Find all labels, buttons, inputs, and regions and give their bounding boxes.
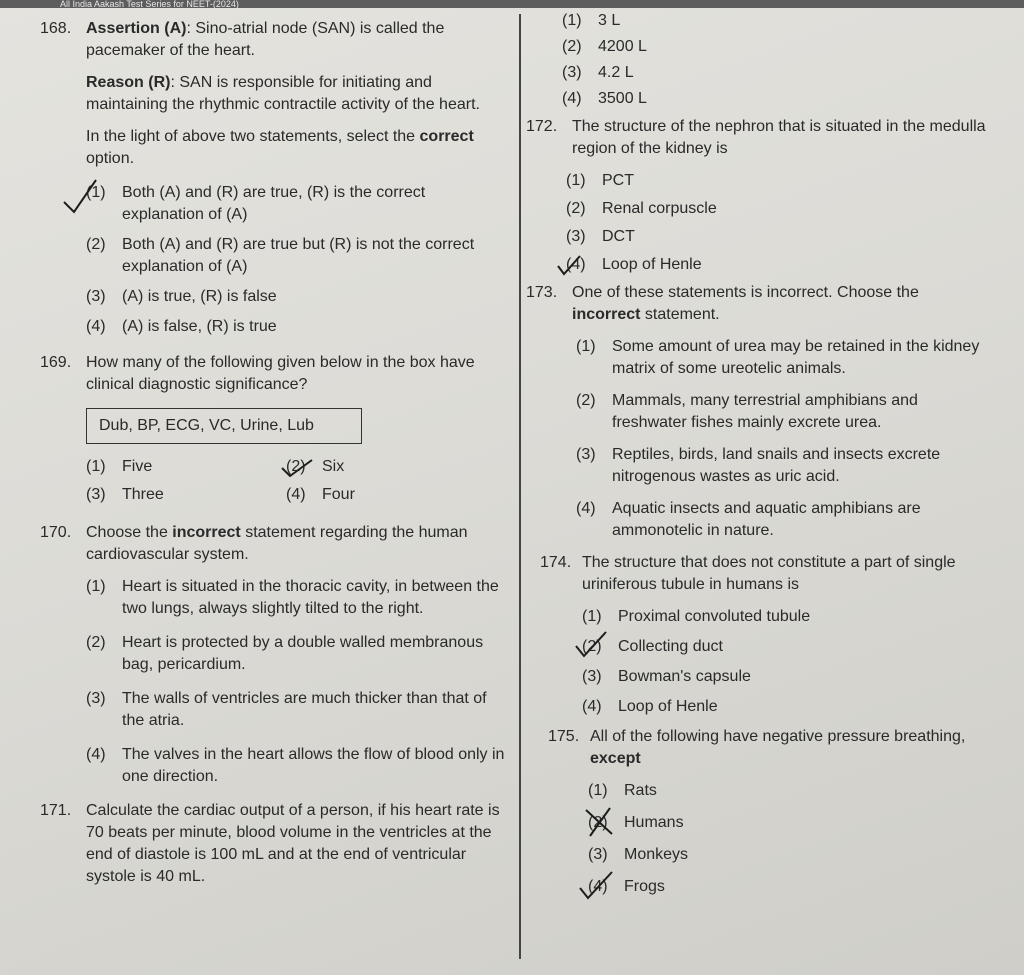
option-171-2[interactable] — [562, 36, 996, 58]
reason — [86, 72, 510, 116]
option-text: Frogs — [624, 878, 665, 895]
question-text-end: statement. — [640, 306, 720, 323]
assertion-text: : Sino-atrial node (SAN) is called the pacemaker of the heart. — [86, 20, 445, 59]
option-text: Proximal convoluted tubule — [618, 608, 811, 625]
question-170 — [40, 522, 510, 566]
question-number: 171. — [40, 802, 72, 819]
option-175-1[interactable] — [588, 780, 996, 802]
option-173-1[interactable] — [576, 336, 996, 380]
option-number: (2) — [86, 236, 106, 253]
question-text: The structure of the nephron that is situated in the medulla region of the kidney is — [572, 118, 986, 157]
option-168-4[interactable] — [86, 316, 510, 338]
option-170-4[interactable] — [86, 744, 510, 788]
options-171 — [562, 10, 996, 110]
option-168-2[interactable] — [86, 234, 510, 278]
question-175 — [526, 726, 996, 770]
option-number: (4) — [582, 698, 602, 715]
option-172-1[interactable] — [566, 170, 996, 192]
option-text: Bowman's capsule — [618, 668, 751, 685]
option-text: 3500 L — [598, 90, 647, 107]
option-number: (4) — [86, 746, 106, 763]
option-number: (4) — [576, 500, 596, 517]
option-text: DCT — [602, 228, 635, 245]
instruction-text: In the light of above two statements, select the — [86, 128, 420, 145]
option-175-3[interactable] — [588, 844, 996, 866]
option-171-1[interactable] — [562, 10, 996, 32]
option-text: The walls of ventricles are much thicker than that of the atria. — [122, 690, 487, 729]
option-169-3[interactable] — [86, 484, 286, 506]
options-174 — [582, 606, 996, 718]
option-169-1[interactable] — [86, 456, 286, 478]
option-number: (3) — [588, 846, 608, 863]
options-173 — [576, 336, 996, 542]
option-text: Heart is situated in the thoracic cavity, in between the two lungs, always slightly tilted to the right. — [122, 578, 499, 617]
option-text: Collecting duct — [618, 638, 723, 655]
items-box: Dub, BP, ECG, VC, Urine, Lub — [86, 408, 362, 444]
question-text: Calculate the cardiac output of a person, if his heart rate is 70 beats per minute, blood volume in the ventricles at the end of diastole is 100 mL and at the end of ventricular systole is 40 mL. — [86, 802, 500, 885]
instruction — [86, 126, 510, 170]
option-number: (1) — [86, 578, 106, 595]
assertion-label: Assertion (A) — [86, 20, 187, 37]
option-text: Humans — [624, 814, 684, 831]
option-174-1[interactable] — [582, 606, 996, 628]
question-bold: incorrect — [572, 306, 641, 323]
right-column — [526, 10, 996, 908]
option-172-3[interactable] — [566, 226, 996, 248]
option-170-3[interactable] — [86, 688, 510, 732]
option-text: 4.2 L — [598, 64, 634, 81]
option-number: (1) — [588, 782, 608, 799]
option-169-2[interactable] — [286, 456, 486, 478]
option-text: Reptiles, birds, land snails and insects excrete nitrogenous wastes as uric acid. — [612, 446, 941, 485]
option-text: Loop of Henle — [618, 698, 718, 715]
option-text: Six — [322, 458, 345, 475]
reason-label: Reason (R) — [86, 74, 171, 91]
option-number: (4) — [588, 878, 608, 895]
option-text: Both (A) and (R) are true, (R) is the correct explanation of (A) — [122, 184, 426, 223]
options-175 — [588, 780, 996, 898]
option-number: (2) — [576, 392, 596, 409]
option-number: (3) — [86, 486, 106, 503]
question-number: 168. — [40, 20, 72, 37]
option-175-4[interactable] — [588, 876, 996, 898]
option-number: (2) — [286, 458, 306, 475]
option-172-4[interactable] — [566, 254, 996, 276]
option-text: (A) is true, (R) is false — [122, 288, 277, 305]
option-171-4[interactable] — [562, 88, 996, 110]
option-text: Renal corpuscle — [602, 200, 717, 217]
option-text: PCT — [602, 172, 634, 189]
reason-text: : SAN is responsible for initiating and maintaining the rhythmic contractile activity of the heart. — [86, 74, 480, 113]
question-number: 175. — [548, 728, 580, 745]
instruction-end: option. — [86, 150, 135, 167]
question-bold: except — [590, 750, 641, 767]
question-174 — [526, 552, 996, 596]
option-text: 3 L — [598, 12, 621, 29]
option-number: (2) — [86, 634, 106, 651]
option-173-4[interactable] — [576, 498, 996, 542]
option-number: (1) — [562, 12, 582, 29]
option-text: The valves in the heart allows the flow of blood only in one direction. — [122, 746, 505, 785]
option-text: Three — [122, 486, 164, 503]
option-number: (4) — [562, 90, 582, 107]
option-170-2[interactable] — [86, 632, 510, 676]
option-170-1[interactable] — [86, 576, 510, 620]
question-number: 174. — [540, 554, 572, 571]
question-bold: incorrect — [172, 524, 241, 541]
options-172 — [566, 170, 996, 276]
options-168 — [86, 182, 510, 338]
option-text: Mammals, many terrestrial amphibians and freshwater fishes mainly excrete urea. — [612, 392, 918, 431]
header-text: All India Aakash Test Series for NEET-(2024) — [60, 0, 239, 8]
question-171 — [40, 800, 510, 888]
option-number: (3) — [86, 288, 106, 305]
option-number: (4) — [566, 256, 586, 273]
option-text: Monkeys — [624, 846, 689, 863]
options-170 — [86, 576, 510, 788]
option-number: (1) — [582, 608, 602, 625]
option-text: Four — [322, 486, 355, 503]
option-number: (3) — [576, 446, 596, 463]
option-number: (3) — [562, 64, 582, 81]
option-number: (2) — [562, 38, 582, 55]
option-168-1[interactable] — [86, 182, 510, 226]
option-169-4[interactable] — [286, 484, 486, 506]
option-number: (1) — [576, 338, 596, 355]
question-168 — [40, 18, 510, 170]
question-number: 172. — [526, 118, 558, 135]
question-text: The structure that does not constitute a part of single uriniferous tubule in humans is — [582, 554, 956, 593]
option-number: (2) — [582, 638, 602, 655]
question-text: One of these statements is incorrect. Choose the — [572, 284, 919, 301]
page-header — [0, 0, 1024, 8]
option-number: (4) — [86, 318, 106, 335]
option-number: (1) — [566, 172, 586, 189]
assertion — [86, 18, 510, 62]
option-text: Aquatic insects and aquatic amphibians are ammonotelic in nature. — [612, 500, 921, 539]
option-text: Both (A) and (R) are true but (R) is not the correct explanation of (A) — [122, 236, 475, 275]
option-text: (A) is false, (R) is true — [122, 318, 277, 335]
question-172 — [526, 116, 996, 160]
option-171-3[interactable] — [562, 62, 996, 84]
option-text: Rats — [624, 782, 657, 799]
option-172-2[interactable] — [566, 198, 996, 220]
option-text: Five — [122, 458, 153, 475]
option-173-2[interactable] — [576, 390, 996, 434]
option-number: (2) — [566, 200, 586, 217]
option-174-4[interactable] — [582, 696, 996, 718]
question-text: All of the following have negative pressure breathing, — [590, 728, 966, 745]
column-divider — [519, 14, 521, 959]
question-169 — [40, 352, 510, 396]
question-number: 170. — [40, 524, 72, 541]
question-text: Choose the — [86, 524, 173, 541]
option-text: Heart is protected by a double walled membranous bag, pericardium. — [122, 634, 484, 673]
option-174-3[interactable] — [582, 666, 996, 688]
question-173 — [526, 282, 996, 326]
instruction-bold: correct — [419, 128, 474, 145]
option-text: Some amount of urea may be retained in the kidney matrix of some ureotelic animals. — [612, 338, 980, 377]
option-number: (3) — [582, 668, 602, 685]
question-number: 169. — [40, 354, 72, 371]
option-number: (1) — [86, 458, 106, 475]
option-174-2[interactable] — [582, 636, 996, 658]
option-number: (1) — [86, 184, 106, 201]
option-text: 4200 L — [598, 38, 647, 55]
question-text: How many of the following given below in the box have clinical diagnostic significance? — [86, 354, 475, 393]
question-text-end: statement regarding the human cardiovascular system. — [86, 524, 468, 563]
option-number: (3) — [86, 690, 106, 707]
option-number: (4) — [286, 486, 306, 503]
left-column — [40, 18, 510, 898]
option-175-2[interactable] — [588, 812, 996, 834]
options-169 — [86, 456, 510, 512]
option-text: Loop of Henle — [602, 256, 702, 273]
option-173-3[interactable] — [576, 444, 996, 488]
option-number: (2) — [588, 814, 608, 831]
option-number: (3) — [566, 228, 586, 245]
option-168-3[interactable] — [86, 286, 510, 308]
question-number: 173. — [526, 284, 558, 301]
